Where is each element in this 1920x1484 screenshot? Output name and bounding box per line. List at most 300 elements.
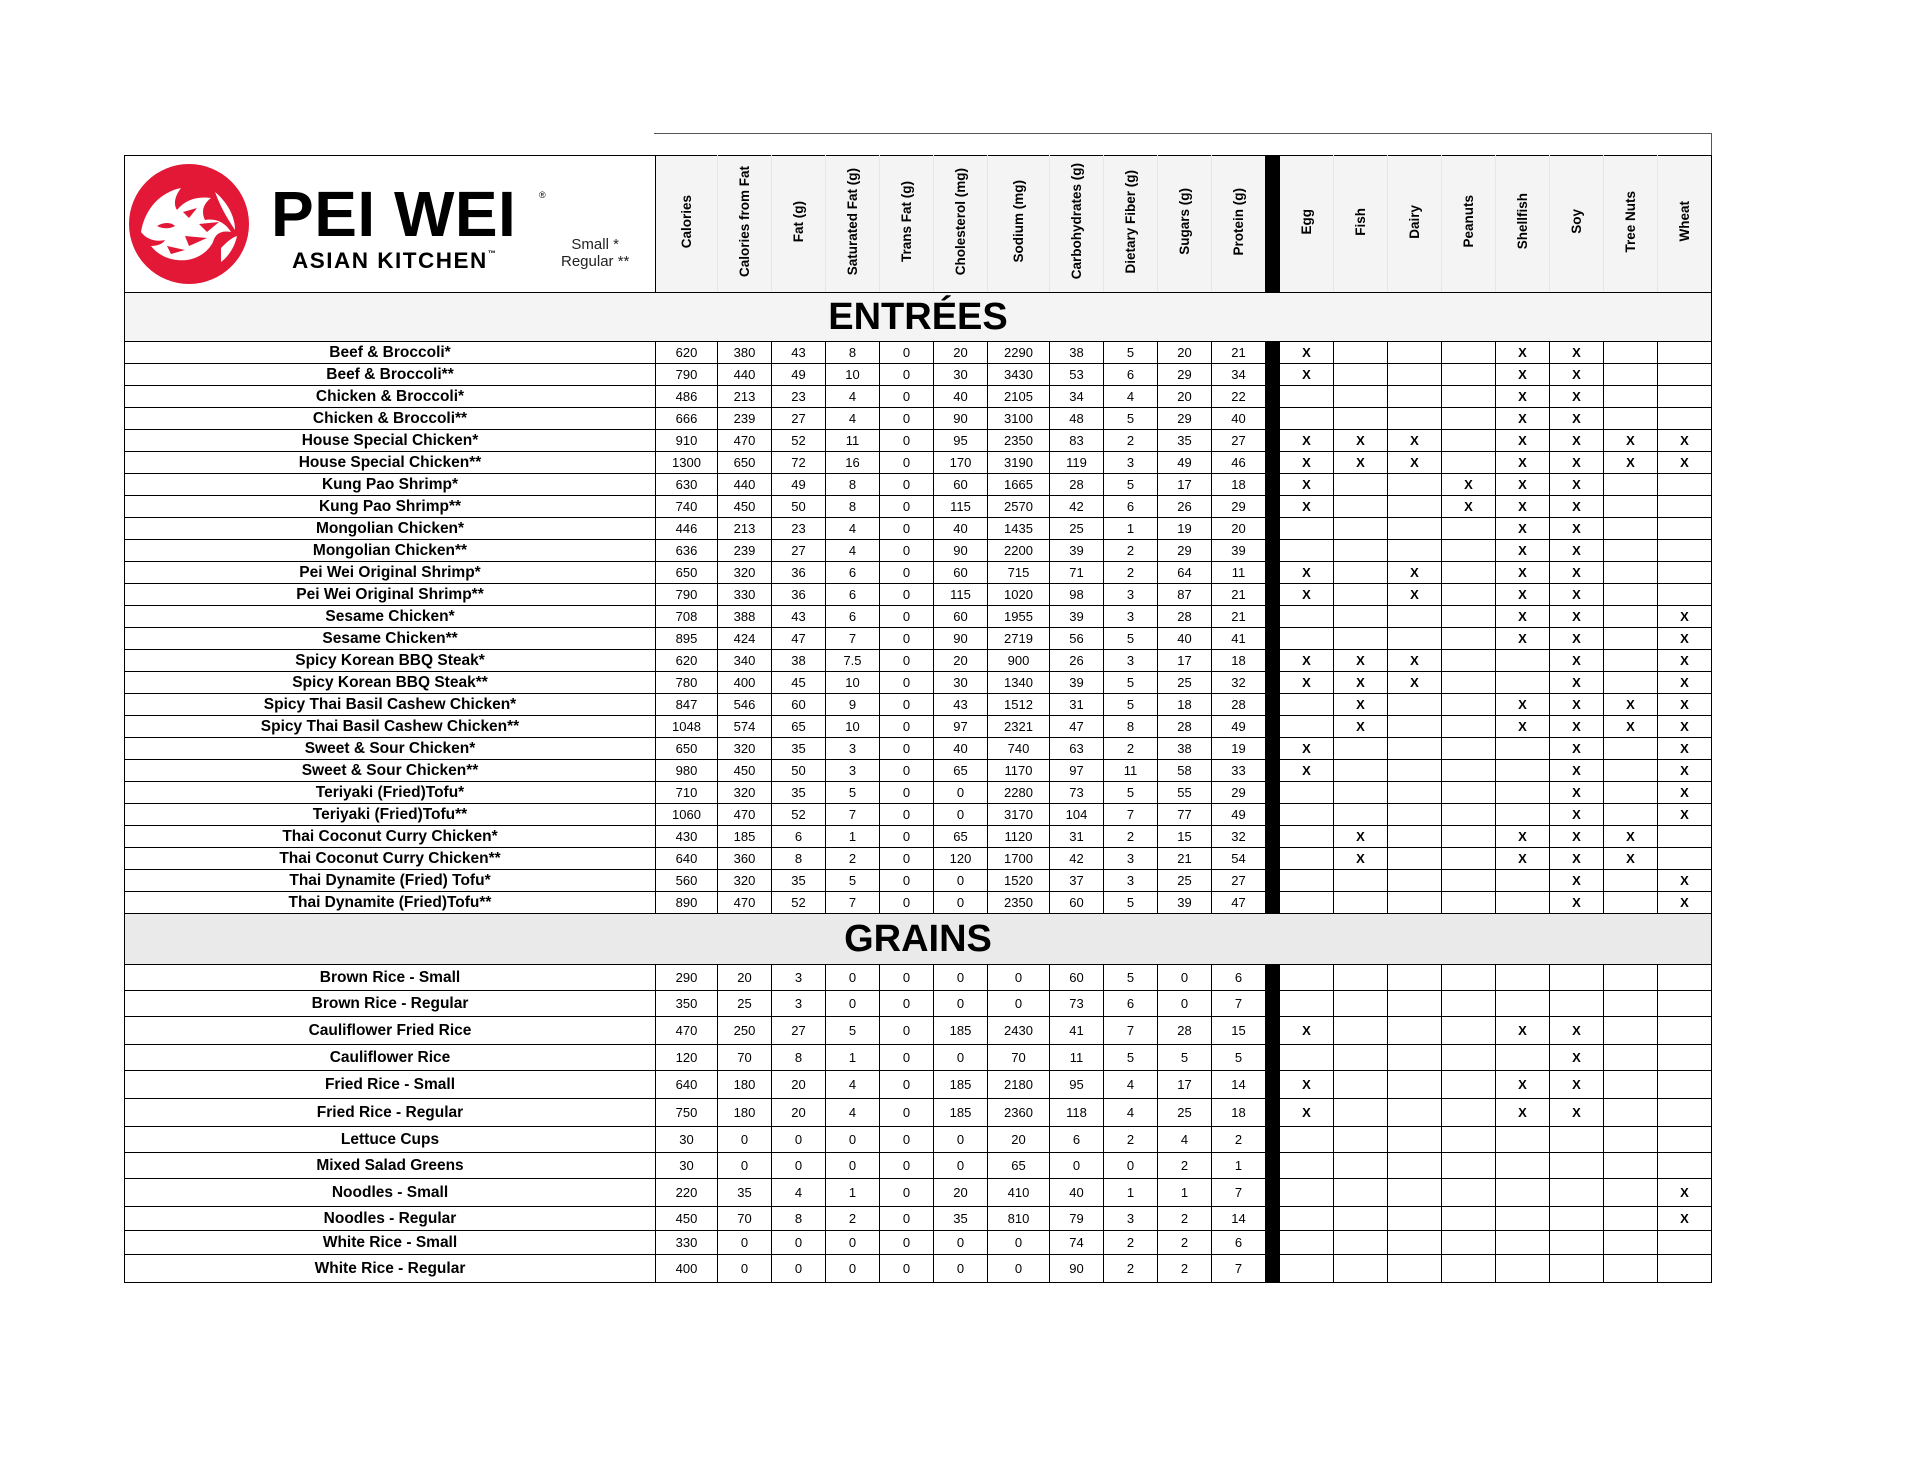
allergen-mark-dairy bbox=[1388, 804, 1442, 826]
allergen-mark-soy: X bbox=[1550, 606, 1604, 628]
nutrition-value-sodium: 0 bbox=[988, 1255, 1050, 1283]
allergen-mark-egg: X bbox=[1280, 760, 1334, 782]
allergen-mark-egg bbox=[1280, 694, 1334, 716]
nutrition-value-dietary-fiber: 2 bbox=[1104, 1255, 1158, 1283]
allergen-mark-fish bbox=[1334, 1255, 1388, 1283]
nutrition-value-calories-from-fat: 388 bbox=[718, 606, 772, 628]
allergen-mark-soy: X bbox=[1550, 870, 1604, 892]
allergen-mark-fish bbox=[1334, 1045, 1388, 1071]
nutrition-value-calories-from-fat: 320 bbox=[718, 870, 772, 892]
table-row bbox=[125, 848, 1712, 870]
nutrition-value-calories-from-fat: 450 bbox=[718, 760, 772, 782]
allergen-mark-tree-nuts bbox=[1604, 364, 1658, 386]
allergen-mark-dairy bbox=[1388, 991, 1442, 1017]
nutrition-value-sodium: 2350 bbox=[988, 430, 1050, 452]
allergen-mark-fish bbox=[1334, 870, 1388, 892]
allergen-mark-soy: X bbox=[1550, 342, 1604, 364]
nutrition-value-saturated-fat: 8 bbox=[826, 496, 880, 518]
allergen-mark-fish: X bbox=[1334, 716, 1388, 738]
nutrition-value-saturated-fat: 0 bbox=[826, 965, 880, 991]
nutrition-value-cholesterol: 0 bbox=[934, 991, 988, 1017]
allergen-mark-shellfish bbox=[1496, 965, 1550, 991]
allergen-mark-tree-nuts bbox=[1604, 1017, 1658, 1045]
column-separator bbox=[1266, 991, 1280, 1017]
nutrition-value-calories-from-fat: 0 bbox=[718, 1255, 772, 1283]
nutrition-value-protein: 21 bbox=[1212, 584, 1266, 606]
allergen-mark-tree-nuts bbox=[1604, 606, 1658, 628]
item-name: Sesame Chicken** bbox=[125, 628, 656, 650]
nutrition-value-sodium: 2290 bbox=[988, 342, 1050, 364]
column-header-soy bbox=[1550, 156, 1604, 293]
allergen-mark-peanuts bbox=[1442, 1231, 1496, 1255]
column-header-label: Shellfish bbox=[1515, 193, 1530, 250]
allergen-mark-egg: X bbox=[1280, 474, 1334, 496]
nutrition-value-dietary-fiber: 3 bbox=[1104, 650, 1158, 672]
column-header-fat bbox=[772, 156, 826, 293]
nutrition-value-dietary-fiber: 5 bbox=[1104, 342, 1158, 364]
nutrition-value-trans-fat: 0 bbox=[880, 650, 934, 672]
nutrition-value-carbohydrates: 83 bbox=[1050, 430, 1104, 452]
nutrition-value-calories: 486 bbox=[656, 386, 718, 408]
nutrition-value-sugars: 1 bbox=[1158, 1179, 1212, 1207]
nutrition-value-carbohydrates: 119 bbox=[1050, 452, 1104, 474]
nutrition-value-cholesterol: 20 bbox=[934, 650, 988, 672]
nutrition-value-trans-fat: 0 bbox=[880, 804, 934, 826]
nutrition-value-sodium: 410 bbox=[988, 1179, 1050, 1207]
allergen-mark-egg bbox=[1280, 991, 1334, 1017]
allergen-mark-fish bbox=[1334, 628, 1388, 650]
nutrition-value-calories: 430 bbox=[656, 826, 718, 848]
allergen-mark-dairy bbox=[1388, 518, 1442, 540]
nutrition-value-dietary-fiber: 0 bbox=[1104, 1153, 1158, 1179]
allergen-mark-soy bbox=[1550, 1179, 1604, 1207]
table-row bbox=[125, 694, 1712, 716]
allergen-mark-tree-nuts bbox=[1604, 1071, 1658, 1099]
nutrition-value-saturated-fat: 7 bbox=[826, 628, 880, 650]
nutrition-value-calories: 890 bbox=[656, 892, 718, 914]
column-header-label: Carbohydrates (g) bbox=[1069, 163, 1084, 280]
nutrition-value-calories-from-fat: 239 bbox=[718, 408, 772, 430]
allergen-mark-dairy bbox=[1388, 1071, 1442, 1099]
nutrition-value-dietary-fiber: 4 bbox=[1104, 1099, 1158, 1127]
nutrition-value-sodium: 1020 bbox=[988, 584, 1050, 606]
table-row bbox=[125, 452, 1712, 474]
column-separator bbox=[1266, 1153, 1280, 1179]
column-separator bbox=[1266, 540, 1280, 562]
nutrition-value-trans-fat: 0 bbox=[880, 1017, 934, 1045]
allergen-mark-wheat bbox=[1658, 826, 1712, 848]
nutrition-value-cholesterol: 35 bbox=[934, 1207, 988, 1231]
nutrition-value-cholesterol: 0 bbox=[934, 1255, 988, 1283]
allergen-mark-fish bbox=[1334, 386, 1388, 408]
allergen-mark-tree-nuts: X bbox=[1604, 848, 1658, 870]
table-row bbox=[125, 1207, 1712, 1231]
nutrition-value-fat: 4 bbox=[772, 1179, 826, 1207]
nutrition-value-calories: 790 bbox=[656, 584, 718, 606]
nutrition-value-cholesterol: 95 bbox=[934, 430, 988, 452]
nutrition-value-protein: 21 bbox=[1212, 342, 1266, 364]
nutrition-value-sodium: 715 bbox=[988, 562, 1050, 584]
nutrition-value-calories: 710 bbox=[656, 782, 718, 804]
column-header-dietary-fiber bbox=[1104, 156, 1158, 293]
nutrition-value-calories-from-fat: 320 bbox=[718, 782, 772, 804]
allergen-mark-peanuts bbox=[1442, 1045, 1496, 1071]
nutrition-value-carbohydrates: 42 bbox=[1050, 496, 1104, 518]
nutrition-allergen-table bbox=[124, 155, 1712, 1283]
allergen-mark-peanuts bbox=[1442, 408, 1496, 430]
allergen-mark-egg bbox=[1280, 965, 1334, 991]
nutrition-value-protein: 40 bbox=[1212, 408, 1266, 430]
nutrition-value-protein: 14 bbox=[1212, 1071, 1266, 1099]
allergen-mark-egg bbox=[1280, 386, 1334, 408]
allergen-mark-dairy bbox=[1388, 694, 1442, 716]
nutrition-value-calories: 450 bbox=[656, 1207, 718, 1231]
nutrition-value-calories: 780 bbox=[656, 672, 718, 694]
allergen-mark-egg: X bbox=[1280, 452, 1334, 474]
allergen-mark-wheat bbox=[1658, 1255, 1712, 1283]
table-row bbox=[125, 782, 1712, 804]
allergen-mark-shellfish: X bbox=[1496, 694, 1550, 716]
nutrition-value-dietary-fiber: 6 bbox=[1104, 991, 1158, 1017]
nutrition-value-dietary-fiber: 3 bbox=[1104, 870, 1158, 892]
allergen-mark-peanuts bbox=[1442, 584, 1496, 606]
item-name: Thai Dynamite (Fried) Tofu* bbox=[125, 870, 656, 892]
nutrition-value-cholesterol: 185 bbox=[934, 1099, 988, 1127]
section-title: ENTRÉES bbox=[125, 293, 1712, 342]
section-title: GRAINS bbox=[125, 914, 1712, 965]
allergen-mark-wheat: X bbox=[1658, 672, 1712, 694]
nutrition-value-fat: 49 bbox=[772, 364, 826, 386]
nutrition-value-calories-from-fat: 470 bbox=[718, 430, 772, 452]
allergen-mark-shellfish bbox=[1496, 1045, 1550, 1071]
nutrition-value-carbohydrates: 39 bbox=[1050, 606, 1104, 628]
allergen-mark-wheat: X bbox=[1658, 606, 1712, 628]
nutrition-value-protein: 34 bbox=[1212, 364, 1266, 386]
column-separator bbox=[1266, 342, 1280, 364]
nutrition-value-carbohydrates: 56 bbox=[1050, 628, 1104, 650]
nutrition-value-protein: 7 bbox=[1212, 1179, 1266, 1207]
column-separator bbox=[1266, 156, 1280, 293]
nutrition-value-sugars: 38 bbox=[1158, 738, 1212, 760]
nutrition-value-saturated-fat: 6 bbox=[826, 606, 880, 628]
allergen-mark-peanuts bbox=[1442, 738, 1496, 760]
nutrition-value-sugars: 5 bbox=[1158, 1045, 1212, 1071]
allergen-mark-tree-nuts bbox=[1604, 650, 1658, 672]
allergen-mark-egg bbox=[1280, 1255, 1334, 1283]
allergen-mark-dairy bbox=[1388, 1017, 1442, 1045]
table-row bbox=[125, 870, 1712, 892]
nutrition-value-calories-from-fat: 239 bbox=[718, 540, 772, 562]
nutrition-value-calories-from-fat: 380 bbox=[718, 342, 772, 364]
table-row bbox=[125, 540, 1712, 562]
nutrition-value-calories-from-fat: 70 bbox=[718, 1045, 772, 1071]
allergen-mark-fish: X bbox=[1334, 650, 1388, 672]
allergen-mark-wheat bbox=[1658, 518, 1712, 540]
allergen-mark-tree-nuts bbox=[1604, 760, 1658, 782]
nutrition-value-saturated-fat: 6 bbox=[826, 584, 880, 606]
allergen-mark-soy: X bbox=[1550, 782, 1604, 804]
allergen-mark-wheat bbox=[1658, 474, 1712, 496]
item-name: Teriyaki (Fried)Tofu* bbox=[125, 782, 656, 804]
allergen-mark-soy bbox=[1550, 1153, 1604, 1179]
nutrition-value-calories: 895 bbox=[656, 628, 718, 650]
allergen-mark-soy bbox=[1550, 1255, 1604, 1283]
nutrition-value-saturated-fat: 0 bbox=[826, 1153, 880, 1179]
nutrition-value-sodium: 2570 bbox=[988, 496, 1050, 518]
nutrition-value-dietary-fiber: 6 bbox=[1104, 364, 1158, 386]
column-separator bbox=[1266, 672, 1280, 694]
nutrition-value-trans-fat: 0 bbox=[880, 562, 934, 584]
allergen-mark-peanuts bbox=[1442, 716, 1496, 738]
allergen-mark-egg bbox=[1280, 716, 1334, 738]
nutrition-value-calories-from-fat: 70 bbox=[718, 1207, 772, 1231]
nutrition-value-sodium: 2180 bbox=[988, 1071, 1050, 1099]
nutrition-value-saturated-fat: 11 bbox=[826, 430, 880, 452]
nutrition-value-trans-fat: 0 bbox=[880, 738, 934, 760]
nutrition-value-calories-from-fat: 546 bbox=[718, 694, 772, 716]
allergen-mark-soy: X bbox=[1550, 364, 1604, 386]
allergen-mark-shellfish bbox=[1496, 1153, 1550, 1179]
nutrition-value-fat: 36 bbox=[772, 562, 826, 584]
column-header-calories-from-fat bbox=[718, 156, 772, 293]
nutrition-value-trans-fat: 0 bbox=[880, 540, 934, 562]
nutrition-value-fat: 47 bbox=[772, 628, 826, 650]
allergen-mark-dairy bbox=[1388, 628, 1442, 650]
column-separator bbox=[1266, 1179, 1280, 1207]
top-rule bbox=[654, 133, 1712, 134]
nutrition-value-trans-fat: 0 bbox=[880, 518, 934, 540]
brand-name: PEI WEI bbox=[271, 178, 517, 250]
allergen-mark-shellfish bbox=[1496, 870, 1550, 892]
nutrition-value-calories: 1300 bbox=[656, 452, 718, 474]
allergen-mark-peanuts bbox=[1442, 342, 1496, 364]
nutrition-value-protein: 11 bbox=[1212, 562, 1266, 584]
nutrition-value-calories-from-fat: 424 bbox=[718, 628, 772, 650]
nutrition-value-trans-fat: 0 bbox=[880, 606, 934, 628]
nutrition-value-saturated-fat: 6 bbox=[826, 562, 880, 584]
allergen-mark-egg bbox=[1280, 518, 1334, 540]
column-header-tree-nuts bbox=[1604, 156, 1658, 293]
tiger-head-icon bbox=[127, 162, 251, 286]
allergen-mark-wheat bbox=[1658, 1231, 1712, 1255]
allergen-mark-shellfish: X bbox=[1496, 1071, 1550, 1099]
nutrition-value-sodium: 2280 bbox=[988, 782, 1050, 804]
table-row bbox=[125, 1017, 1712, 1045]
allergen-mark-peanuts bbox=[1442, 1255, 1496, 1283]
column-header-label: Tree Nuts bbox=[1623, 190, 1638, 253]
nutrition-value-protein: 46 bbox=[1212, 452, 1266, 474]
nutrition-value-carbohydrates: 71 bbox=[1050, 562, 1104, 584]
column-header-trans-fat bbox=[880, 156, 934, 293]
nutrition-value-calories: 650 bbox=[656, 562, 718, 584]
nutrition-value-protein: 6 bbox=[1212, 1231, 1266, 1255]
nutrition-value-protein: 1 bbox=[1212, 1153, 1266, 1179]
nutrition-value-cholesterol: 97 bbox=[934, 716, 988, 738]
item-name: White Rice - Regular bbox=[125, 1255, 656, 1283]
nutrition-value-sugars: 18 bbox=[1158, 694, 1212, 716]
nutrition-value-dietary-fiber: 2 bbox=[1104, 826, 1158, 848]
nutrition-value-cholesterol: 40 bbox=[934, 518, 988, 540]
nutrition-value-carbohydrates: 98 bbox=[1050, 584, 1104, 606]
table-row bbox=[125, 650, 1712, 672]
allergen-mark-wheat: X bbox=[1658, 804, 1712, 826]
nutrition-value-cholesterol: 0 bbox=[934, 804, 988, 826]
nutrition-value-calories: 400 bbox=[656, 1255, 718, 1283]
column-header-label: Peanuts bbox=[1461, 195, 1476, 248]
column-header-label: Dietary Fiber (g) bbox=[1123, 169, 1138, 274]
nutrition-value-fat: 52 bbox=[772, 892, 826, 914]
allergen-mark-wheat bbox=[1658, 965, 1712, 991]
nutrition-value-fat: 52 bbox=[772, 430, 826, 452]
column-separator bbox=[1266, 892, 1280, 914]
nutrition-value-dietary-fiber: 3 bbox=[1104, 452, 1158, 474]
allergen-mark-egg: X bbox=[1280, 342, 1334, 364]
allergen-mark-shellfish: X bbox=[1496, 518, 1550, 540]
allergen-mark-shellfish: X bbox=[1496, 430, 1550, 452]
allergen-mark-fish bbox=[1334, 496, 1388, 518]
nutrition-value-protein: 18 bbox=[1212, 650, 1266, 672]
nutrition-value-trans-fat: 0 bbox=[880, 584, 934, 606]
allergen-mark-dairy bbox=[1388, 738, 1442, 760]
allergen-mark-wheat: X bbox=[1658, 870, 1712, 892]
allergen-mark-tree-nuts bbox=[1604, 738, 1658, 760]
nutrition-value-sugars: 26 bbox=[1158, 496, 1212, 518]
nutrition-value-trans-fat: 0 bbox=[880, 364, 934, 386]
nutrition-value-fat: 0 bbox=[772, 1231, 826, 1255]
column-header-label: Protein (g) bbox=[1231, 187, 1246, 256]
column-separator bbox=[1266, 804, 1280, 826]
nutrition-value-trans-fat: 0 bbox=[880, 1127, 934, 1153]
table-row bbox=[125, 584, 1712, 606]
nutrition-value-sodium: 810 bbox=[988, 1207, 1050, 1231]
nutrition-value-trans-fat: 0 bbox=[880, 628, 934, 650]
nutrition-value-saturated-fat: 4 bbox=[826, 386, 880, 408]
allergen-mark-egg: X bbox=[1280, 1099, 1334, 1127]
nutrition-value-saturated-fat: 9 bbox=[826, 694, 880, 716]
allergen-mark-fish bbox=[1334, 1127, 1388, 1153]
nutrition-value-fat: 49 bbox=[772, 474, 826, 496]
nutrition-value-carbohydrates: 47 bbox=[1050, 716, 1104, 738]
allergen-mark-shellfish: X bbox=[1496, 408, 1550, 430]
nutrition-value-sugars: 87 bbox=[1158, 584, 1212, 606]
item-name: Chicken & Broccoli* bbox=[125, 386, 656, 408]
allergen-mark-fish bbox=[1334, 364, 1388, 386]
nutrition-value-fat: 27 bbox=[772, 540, 826, 562]
allergen-mark-egg: X bbox=[1280, 1071, 1334, 1099]
allergen-mark-wheat bbox=[1658, 1017, 1712, 1045]
table-row bbox=[125, 738, 1712, 760]
nutrition-value-dietary-fiber: 7 bbox=[1104, 804, 1158, 826]
nutrition-value-sodium: 3190 bbox=[988, 452, 1050, 474]
nutrition-value-protein: 18 bbox=[1212, 474, 1266, 496]
nutrition-value-carbohydrates: 40 bbox=[1050, 1179, 1104, 1207]
nutrition-value-carbohydrates: 37 bbox=[1050, 870, 1104, 892]
nutrition-value-trans-fat: 0 bbox=[880, 760, 934, 782]
column-header-sodium bbox=[988, 156, 1050, 293]
allergen-mark-wheat bbox=[1658, 584, 1712, 606]
nutrition-value-dietary-fiber: 6 bbox=[1104, 496, 1158, 518]
allergen-mark-peanuts bbox=[1442, 364, 1496, 386]
nutrition-value-saturated-fat: 3 bbox=[826, 738, 880, 760]
allergen-mark-tree-nuts bbox=[1604, 1179, 1658, 1207]
allergen-mark-egg bbox=[1280, 782, 1334, 804]
allergen-mark-peanuts bbox=[1442, 826, 1496, 848]
nutrition-value-carbohydrates: 73 bbox=[1050, 991, 1104, 1017]
allergen-mark-peanuts bbox=[1442, 518, 1496, 540]
allergen-mark-egg: X bbox=[1280, 584, 1334, 606]
nutrition-value-sugars: 25 bbox=[1158, 672, 1212, 694]
nutrition-value-fat: 0 bbox=[772, 1255, 826, 1283]
nutrition-value-trans-fat: 0 bbox=[880, 430, 934, 452]
allergen-mark-peanuts bbox=[1442, 1207, 1496, 1231]
table-row bbox=[125, 991, 1712, 1017]
column-header-cholesterol bbox=[934, 156, 988, 293]
allergen-mark-fish bbox=[1334, 1207, 1388, 1231]
item-name: Spicy Thai Basil Cashew Chicken** bbox=[125, 716, 656, 738]
allergen-mark-peanuts bbox=[1442, 1153, 1496, 1179]
allergen-mark-tree-nuts bbox=[1604, 965, 1658, 991]
nutrition-value-sodium: 3430 bbox=[988, 364, 1050, 386]
nutrition-value-calories-from-fat: 25 bbox=[718, 991, 772, 1017]
allergen-mark-shellfish: X bbox=[1496, 584, 1550, 606]
allergen-mark-egg: X bbox=[1280, 496, 1334, 518]
section-header-row bbox=[125, 914, 1712, 965]
allergen-mark-fish bbox=[1334, 760, 1388, 782]
allergen-mark-dairy bbox=[1388, 870, 1442, 892]
nutrition-value-calories: 120 bbox=[656, 1045, 718, 1071]
size-key-small: Small * bbox=[571, 236, 619, 253]
column-separator bbox=[1266, 826, 1280, 848]
table-row bbox=[125, 965, 1712, 991]
allergen-mark-egg bbox=[1280, 1127, 1334, 1153]
nutrition-value-sugars: 64 bbox=[1158, 562, 1212, 584]
allergen-mark-egg: X bbox=[1280, 430, 1334, 452]
nutrition-value-trans-fat: 0 bbox=[880, 965, 934, 991]
allergen-mark-shellfish: X bbox=[1496, 540, 1550, 562]
allergen-mark-peanuts bbox=[1442, 892, 1496, 914]
allergen-mark-wheat: X bbox=[1658, 760, 1712, 782]
column-header-calories bbox=[656, 156, 718, 293]
nutrition-value-protein: 22 bbox=[1212, 386, 1266, 408]
allergen-mark-wheat bbox=[1658, 1127, 1712, 1153]
allergen-mark-tree-nuts bbox=[1604, 496, 1658, 518]
allergen-mark-soy: X bbox=[1550, 804, 1604, 826]
nutrition-value-protein: 32 bbox=[1212, 826, 1266, 848]
allergen-mark-wheat: X bbox=[1658, 628, 1712, 650]
nutrition-value-carbohydrates: 95 bbox=[1050, 1071, 1104, 1099]
allergen-mark-soy: X bbox=[1550, 826, 1604, 848]
allergen-mark-fish bbox=[1334, 738, 1388, 760]
allergen-mark-dairy bbox=[1388, 716, 1442, 738]
nutrition-value-cholesterol: 90 bbox=[934, 540, 988, 562]
column-separator bbox=[1266, 1017, 1280, 1045]
allergen-mark-soy: X bbox=[1550, 518, 1604, 540]
nutrition-value-saturated-fat: 0 bbox=[826, 1255, 880, 1283]
column-separator bbox=[1266, 1127, 1280, 1153]
nutrition-value-calories-from-fat: 320 bbox=[718, 562, 772, 584]
nutrition-value-calories: 290 bbox=[656, 965, 718, 991]
nutrition-value-carbohydrates: 38 bbox=[1050, 342, 1104, 364]
table-row bbox=[125, 672, 1712, 694]
nutrition-value-saturated-fat: 4 bbox=[826, 540, 880, 562]
allergen-mark-dairy bbox=[1388, 386, 1442, 408]
allergen-mark-tree-nuts bbox=[1604, 1255, 1658, 1283]
nutrition-value-protein: 33 bbox=[1212, 760, 1266, 782]
nutrition-value-saturated-fat: 8 bbox=[826, 342, 880, 364]
nutrition-value-saturated-fat: 16 bbox=[826, 452, 880, 474]
allergen-mark-tree-nuts bbox=[1604, 1207, 1658, 1231]
table-row bbox=[125, 606, 1712, 628]
